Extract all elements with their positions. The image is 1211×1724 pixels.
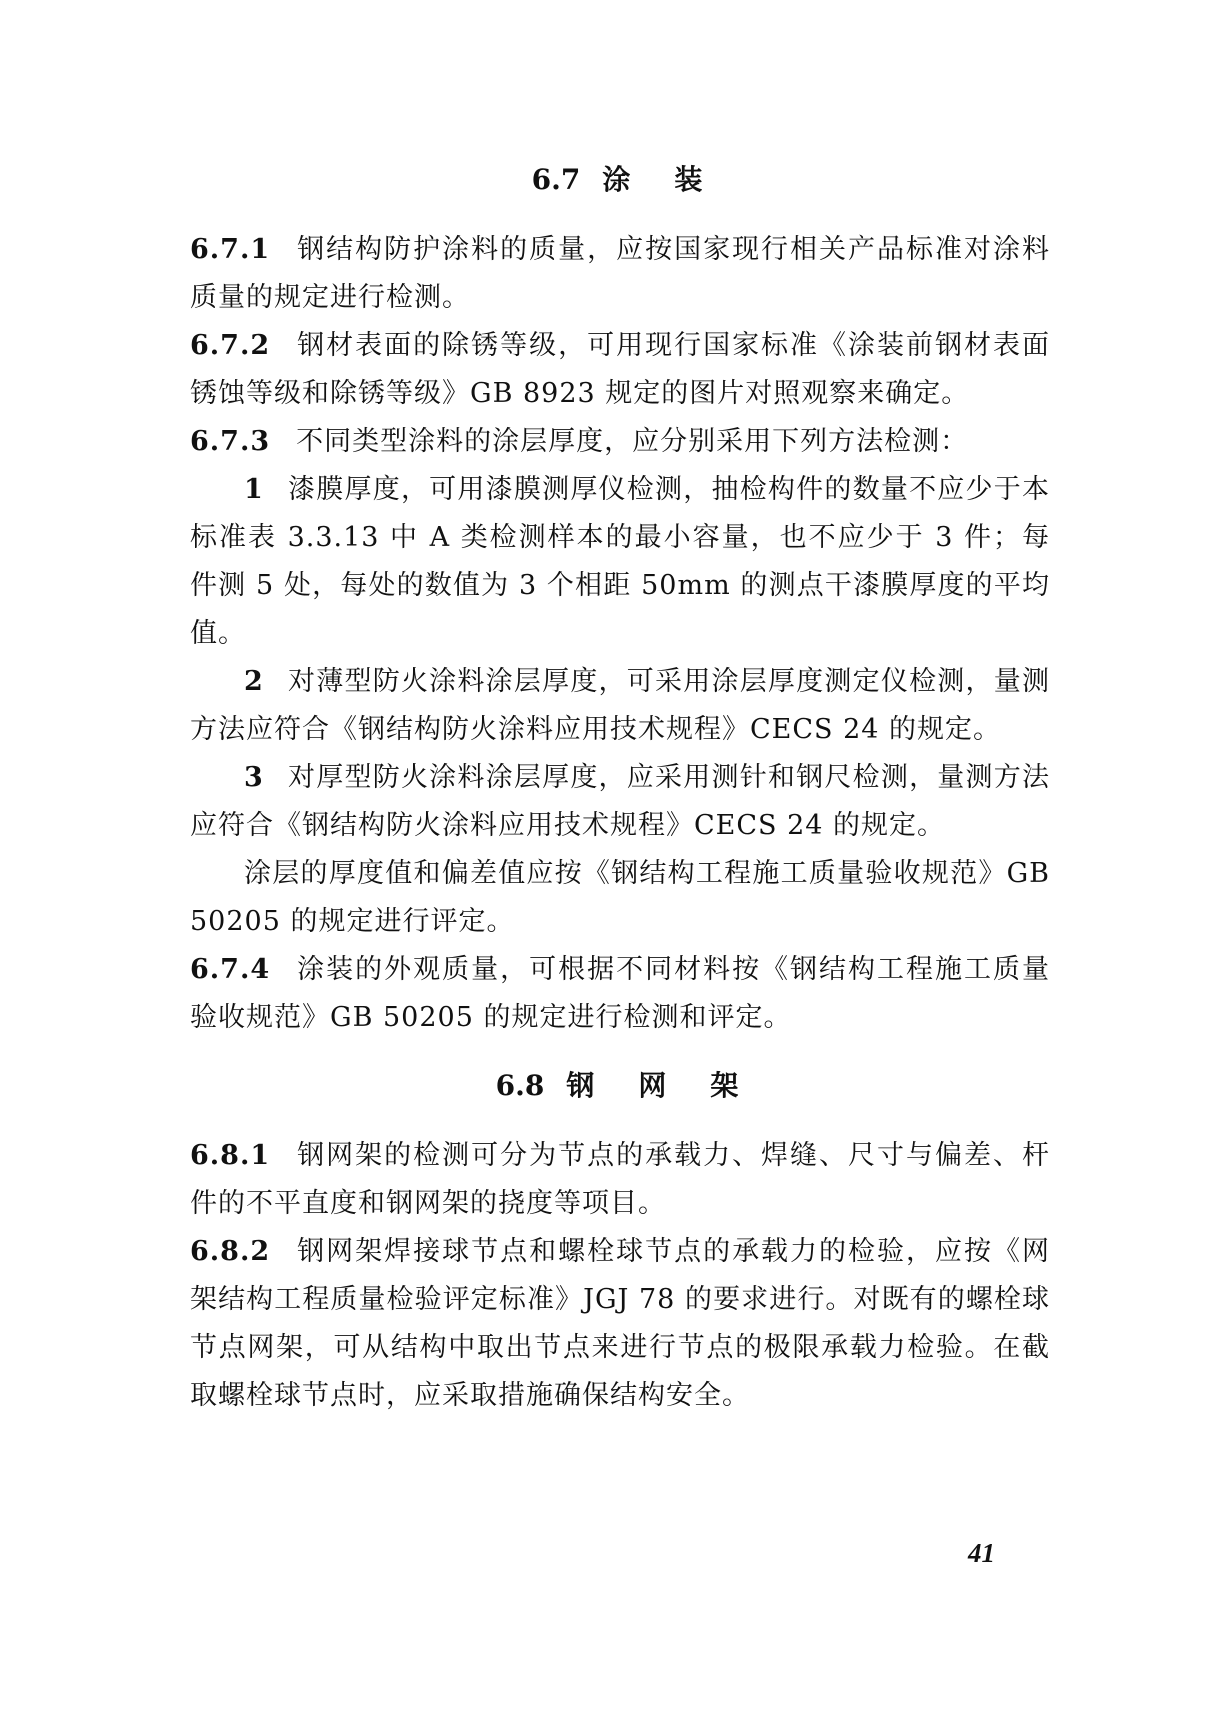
section-title-char: 装 <box>674 163 709 196</box>
clause-text: 不同类型涂料的涂层厚度，应分别采用下列方法检测： <box>296 426 969 457</box>
section-title-char: 钢 <box>566 1069 601 1102</box>
item-text: 漆膜厚度，可用漆膜测厚仪检测，抽检构件的数量不应少于本标准表 3.3.13 中 A 类检测样本的最小容量，也不应少于 3 件；每件测 5 处，每处的数值为 3 个相距 50mm 的测点干漆膜厚度的平均值。 <box>190 474 1050 649</box>
clause-text: 钢结构防护涂料的质量，应按国家现行相关产品标准对涂料质量的规定进行检测。 <box>190 234 1050 313</box>
page-number: 41 <box>968 1538 995 1568</box>
clause-text: 钢网架的检测可分为节点的承载力、焊缝、尺寸与偏差、杆件的不平直度和钢网架的挠度等项目。 <box>190 1140 1050 1219</box>
note-paragraph <box>190 850 1050 946</box>
clause-6-8-2 <box>190 1228 1050 1420</box>
section-number: 6.7 <box>531 163 581 196</box>
clause-6-8-1 <box>190 1132 1050 1228</box>
clause-number: 6.7.2 <box>190 330 271 361</box>
section-heading-6-8 <box>190 1066 1050 1106</box>
clause-6-7-4 <box>190 946 1050 1042</box>
section-title-char: 架 <box>710 1069 745 1102</box>
clause-number: 6.8.2 <box>190 1236 271 1267</box>
list-item-1 <box>190 466 1050 658</box>
section-title-char: 涂 <box>602 163 637 196</box>
list-item-3 <box>190 754 1050 850</box>
clause-number: 6.8.1 <box>190 1140 271 1171</box>
item-number: 3 <box>244 762 264 793</box>
clause-number: 6.7.4 <box>190 954 271 985</box>
item-text: 对薄型防火涂料涂层厚度，可采用涂层厚度测定仪检测，量测方法应符合《钢结构防火涂料应用技术规程》CECS 24 的规定。 <box>190 666 1050 745</box>
section-title-char: 网 <box>638 1069 673 1102</box>
clause-text: 钢材表面的除锈等级，可用现行国家标准《涂装前钢材表面锈蚀等级和除锈等级》GB 8923 规定的图片对照观察来确定。 <box>190 330 1050 409</box>
clause-text: 钢网架焊接球节点和螺栓球节点的承载力的检验，应按《网架结构工程质量检验评定标准》JGJ 78 的要求进行。对既有的螺栓球节点网架，可从结构中取出节点来进行节点的极限承载力检验。在截取螺栓球节点时，应采取措施确保结构安全。 <box>190 1236 1050 1411</box>
section-number: 6.8 <box>495 1069 545 1102</box>
list-item-2 <box>190 658 1050 754</box>
note-text: 涂层的厚度值和偏差值应按《钢结构工程施工质量验收规范》GB 50205 的规定进行评定。 <box>190 858 1050 937</box>
item-number: 2 <box>244 666 264 697</box>
clause-number: 6.7.3 <box>190 426 271 457</box>
item-number: 1 <box>244 474 264 505</box>
item-text: 对厚型防火涂料涂层厚度，应采用测针和钢尺检测，量测方法应符合《钢结构防火涂料应用技术规程》CECS 24 的规定。 <box>190 762 1050 841</box>
document-page <box>190 160 1050 1420</box>
clause-text: 涂装的外观质量，可根据不同材料按《钢结构工程施工质量验收规范》GB 50205 的规定进行检测和评定。 <box>190 954 1050 1033</box>
clause-6-7-2 <box>190 322 1050 418</box>
section-heading-6-7 <box>190 160 1050 200</box>
clause-number: 6.7.1 <box>190 234 271 265</box>
clause-6-7-1 <box>190 226 1050 322</box>
clause-6-7-3 <box>190 418 1050 466</box>
